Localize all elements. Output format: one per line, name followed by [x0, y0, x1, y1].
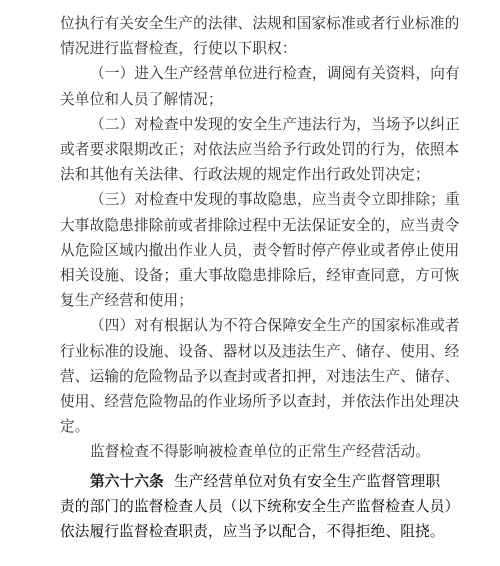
text-line: （三）对检查中发现的事故隐患，应当责令立即排除；重 — [90, 191, 460, 208]
text-line: （一）进入生产经营单位进行检查，调阅有关资料，向有 — [90, 65, 460, 82]
text-line: 营、运输的危险物品予以查封或者扣押，对违法生产、储存、 — [60, 368, 460, 385]
text-line: 情况进行监督检查，行使以下职权： — [60, 40, 297, 57]
text-line: 大事故隐患排除前或者排除过程中无法保证安全的，应当责令 — [60, 217, 460, 234]
text-line: （四）对有根据认为不符合保障安全生产的国家标准或者 — [90, 317, 460, 334]
text-line: 责的部门的监督检查人员（以下统称安全生产监督检查人员） — [60, 499, 460, 515]
text-line: 依法履行监督检查职责，应当予以配合，不得拒绝、阻挠。 — [60, 524, 445, 540]
text-line: 行业标准的设施、设备、器材以及违法生产、储存、使用、经 — [60, 343, 460, 360]
article-number: 第六十六条 — [90, 473, 164, 490]
text-line: 或者要求限期改正；对依法应当给予行政处罚的行为，依照本 — [60, 141, 460, 158]
text-line: 位执行有关安全生产的法律、法规和国家标准或者行业标准的 — [60, 15, 460, 32]
article-text: 生产经营单位对负有安全生产监督管理职 — [173, 474, 441, 490]
text-line: 关单位和人员了解情况； — [60, 91, 223, 108]
text-line: 使用、经营危险物品的作业场所予以查封，并依法作出处理决 — [60, 393, 460, 410]
text-line: 法和其他有关法律、行政法规的规定作出行政处罚决定； — [60, 166, 430, 183]
text-line: 监督检查不得影响被检查单位的正常生产经营活动。 — [90, 443, 431, 460]
text-line: 定。 — [60, 418, 90, 435]
text-line: 相关设施、设备；重大事故隐患排除后，经审查同意，方可恢 — [60, 267, 460, 284]
text-line: （二）对检查中发现的安全生产违法行为，当场予以纠正 — [90, 116, 460, 133]
text-line: 从危险区域内撤出作业人员，责令暂时停产停业或者停止使用 — [60, 242, 460, 259]
text-line: 复生产经营和使用； — [60, 292, 194, 309]
